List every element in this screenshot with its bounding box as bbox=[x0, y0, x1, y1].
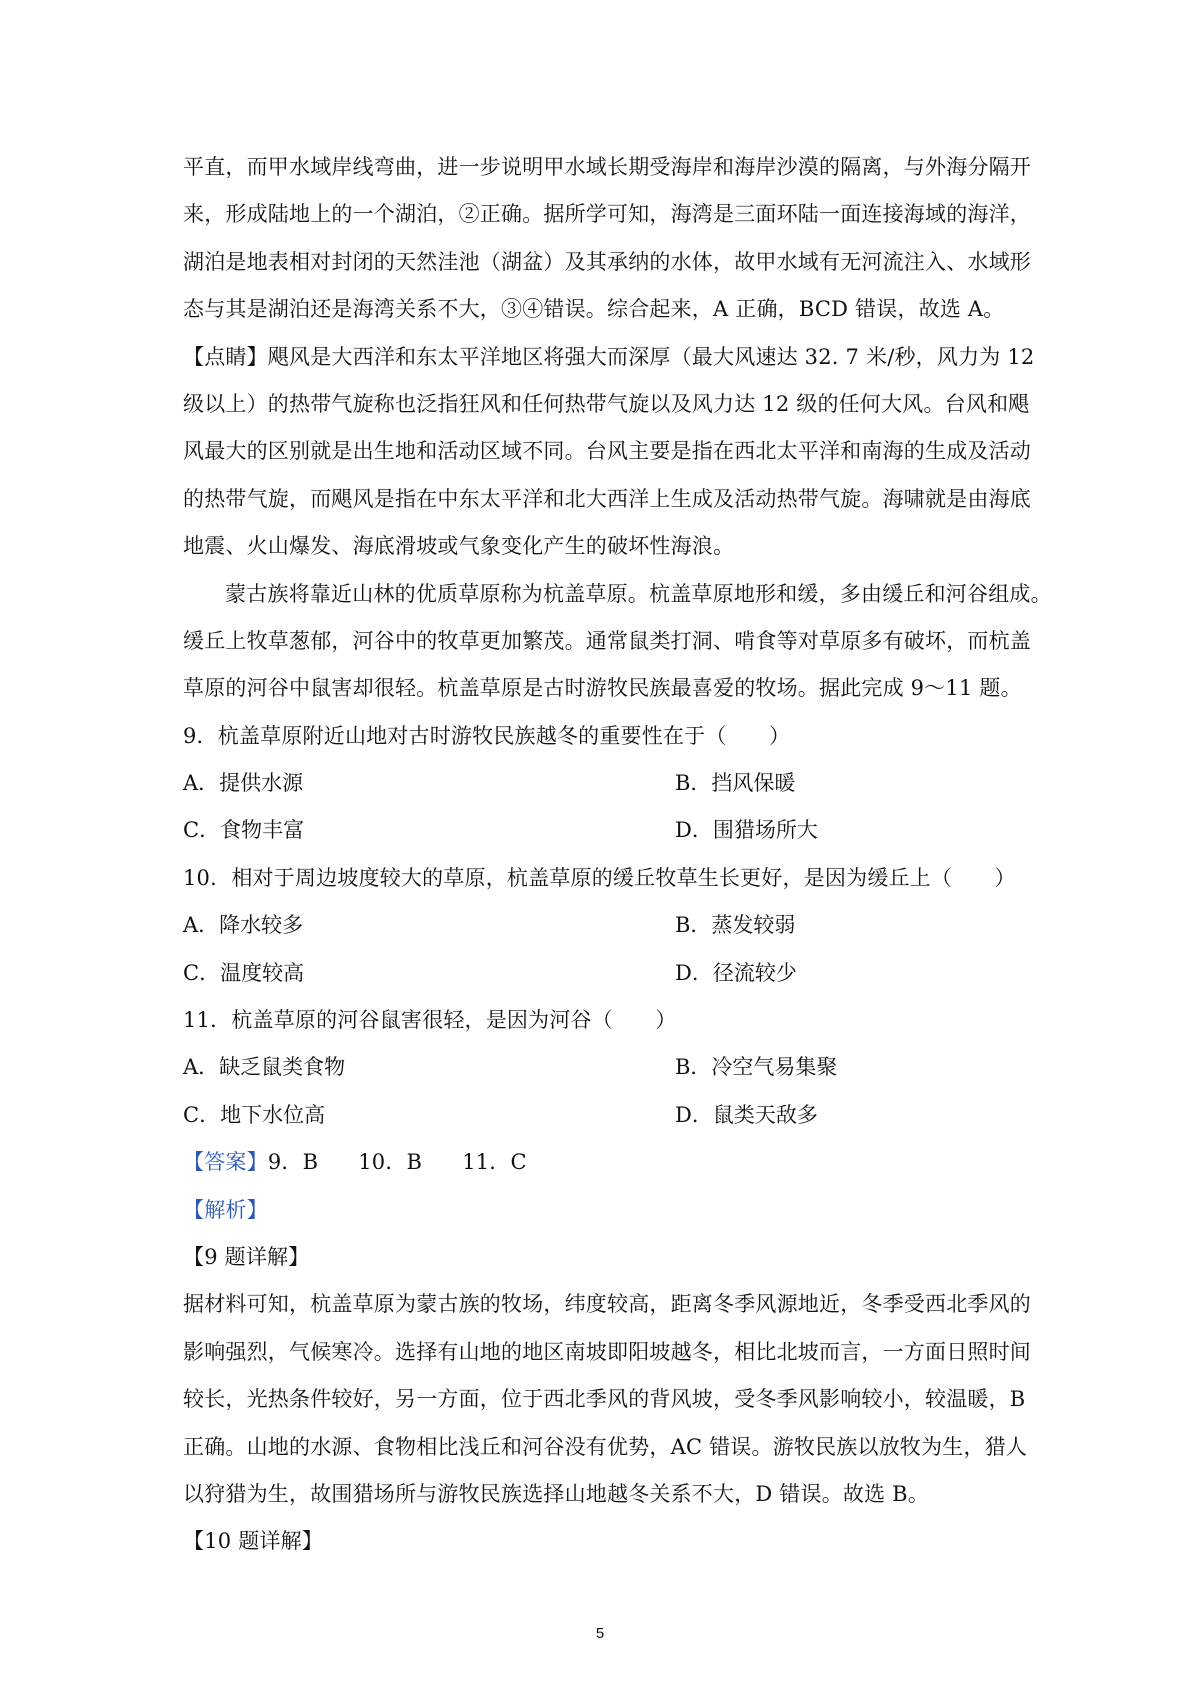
option-row bbox=[183, 950, 1023, 997]
answer-line bbox=[183, 1139, 1023, 1186]
option-d: D．鼠类天敌多 bbox=[675, 1102, 818, 1127]
option-b: B．挡风保暖 bbox=[675, 771, 796, 796]
dianjing-tag: 【点睛】 bbox=[183, 344, 268, 369]
text-line: 蒙古族将靠近山林的优质草原称为杭盖草原。杭盖草原地形和缓，多由缓丘和河谷组成。 bbox=[225, 581, 1052, 606]
option-row bbox=[183, 1092, 1023, 1139]
option-c: C．温度较高 bbox=[183, 960, 305, 985]
text-line: 来，形成陆地上的一个湖泊，②正确。据所学可知，海湾是三面环陆一面连接海域的海洋， bbox=[183, 202, 1031, 227]
text-line: 平直，而甲水域岸线弯曲，进一步说明甲水域长期受海岸和海岸沙漠的隔离，与外海分隔开 bbox=[183, 155, 1031, 179]
page-number: 5 bbox=[595, 1625, 605, 1642]
option-b: B．冷空气易集聚 bbox=[675, 1055, 838, 1080]
text-line: 影响强烈，气候寒冷。选择有山地的地区南坡即阳坡越冬，相比北坡而言，一方面日照时间 bbox=[183, 1339, 1031, 1364]
text-line: 湖泊是地表相对封闭的天然洼池（湖盆）及其承纳的水体，故甲水域有无河流注入、水域形 bbox=[183, 249, 1031, 274]
text-line: 草原的河谷中鼠害却很轻。杭盖草原是古时游牧民族最喜爱的牧场。据此完成 9～11 题。 bbox=[183, 676, 1022, 701]
option-b: B．蒸发较弱 bbox=[675, 913, 796, 938]
option-row bbox=[183, 760, 1023, 807]
text-line: 据材料可知，杭盖草原为蒙古族的牧场，纬度较高，距离冬季风源地近，冬季受西北季风的 bbox=[183, 1292, 1031, 1317]
answer-item: 10．B bbox=[358, 1150, 423, 1175]
detail-9 bbox=[183, 1234, 1031, 1518]
analysis-tag: 【解析】 bbox=[183, 1197, 268, 1222]
detail-heading: 【9 题详解】 bbox=[183, 1244, 310, 1269]
option-d: D．围猎场所大 bbox=[675, 818, 818, 843]
text-line: 缓丘上牧草葱郁，河谷中的牧草更加繁茂。通常鼠类打洞、啃食等对草原多有破坏，而杭盖 bbox=[183, 628, 1031, 653]
question-10 bbox=[183, 855, 1023, 997]
option-row bbox=[183, 807, 1023, 854]
answer-tag: 【答案】 bbox=[183, 1150, 268, 1175]
detail-heading: 【10 题详解】 bbox=[183, 1529, 323, 1554]
text-line: 风最大的区别就是出生地和活动区域不同。台风主要是指在西北太平洋和南海的生成及活动 bbox=[183, 439, 1031, 464]
text-line: 的热带气旋，而飓风是指在中东太平洋和北大西洋上生成及活动热带气旋。海啸就是由海底 bbox=[183, 486, 1031, 511]
dianjing-section bbox=[183, 334, 1035, 571]
text-line: 级以上）的热带气旋称也泛指狂风和任何热带气旋以及风力达 12 级的任何大风。台风和飓 bbox=[183, 391, 1030, 416]
question-9 bbox=[183, 713, 1023, 855]
option-a: A．提供水源 bbox=[183, 771, 304, 796]
question-11 bbox=[183, 997, 1023, 1139]
question-stem: 9．杭盖草原附近山地对古时游牧民族越冬的重要性在于（ ） bbox=[183, 723, 791, 748]
text-line: 正确。山地的水源、食物相比浅丘和河谷没有优势，AC 错误。游牧民族以放牧为生，猎人 bbox=[183, 1434, 1028, 1459]
paragraph-continuation bbox=[183, 144, 1031, 334]
text-line: 较长，光热条件较好，另一方面，位于西北季风的背风坡，受冬季风影响较小，较温暖，B bbox=[183, 1387, 1026, 1412]
option-c: C．地下水位高 bbox=[183, 1102, 326, 1127]
text-line: 地震、火山爆发、海底滑坡或气象变化产生的破坏性海浪。 bbox=[183, 534, 735, 559]
option-a: A．缺乏鼠类食物 bbox=[183, 1055, 346, 1080]
option-a: A．降水较多 bbox=[183, 913, 304, 938]
option-row bbox=[183, 1044, 1023, 1091]
material-passage bbox=[183, 571, 1052, 713]
page-content bbox=[183, 144, 1052, 1566]
text-line: 飓风是大西洋和东太平洋地区将强大而深厚（最大风速达 32. 7 米/秒，风力为 12 bbox=[267, 344, 1035, 369]
question-stem: 10．相对于周边坡度较大的草原，杭盖草原的缓丘牧草生长更好，是因为缓丘上（ ） bbox=[183, 865, 1016, 890]
text-line: 态与其是湖泊还是海湾关系不大，③④错误。综合起来，A 正确，BCD 错误，故选 A。 bbox=[183, 297, 1005, 322]
text-line: 以狩猎为生，故围猎场所与游牧民族选择山地越冬关系不大，D 错误。故选 B。 bbox=[183, 1481, 930, 1506]
answer-item: 9．B bbox=[267, 1150, 319, 1175]
option-row bbox=[183, 902, 1023, 949]
option-c: C．食物丰富 bbox=[183, 818, 305, 843]
question-stem: 11．杭盖草原的河谷鼠害很轻，是因为河谷（ ） bbox=[183, 1008, 677, 1033]
option-d: D．径流较少 bbox=[675, 960, 797, 985]
answer-item: 11．C bbox=[462, 1150, 527, 1175]
